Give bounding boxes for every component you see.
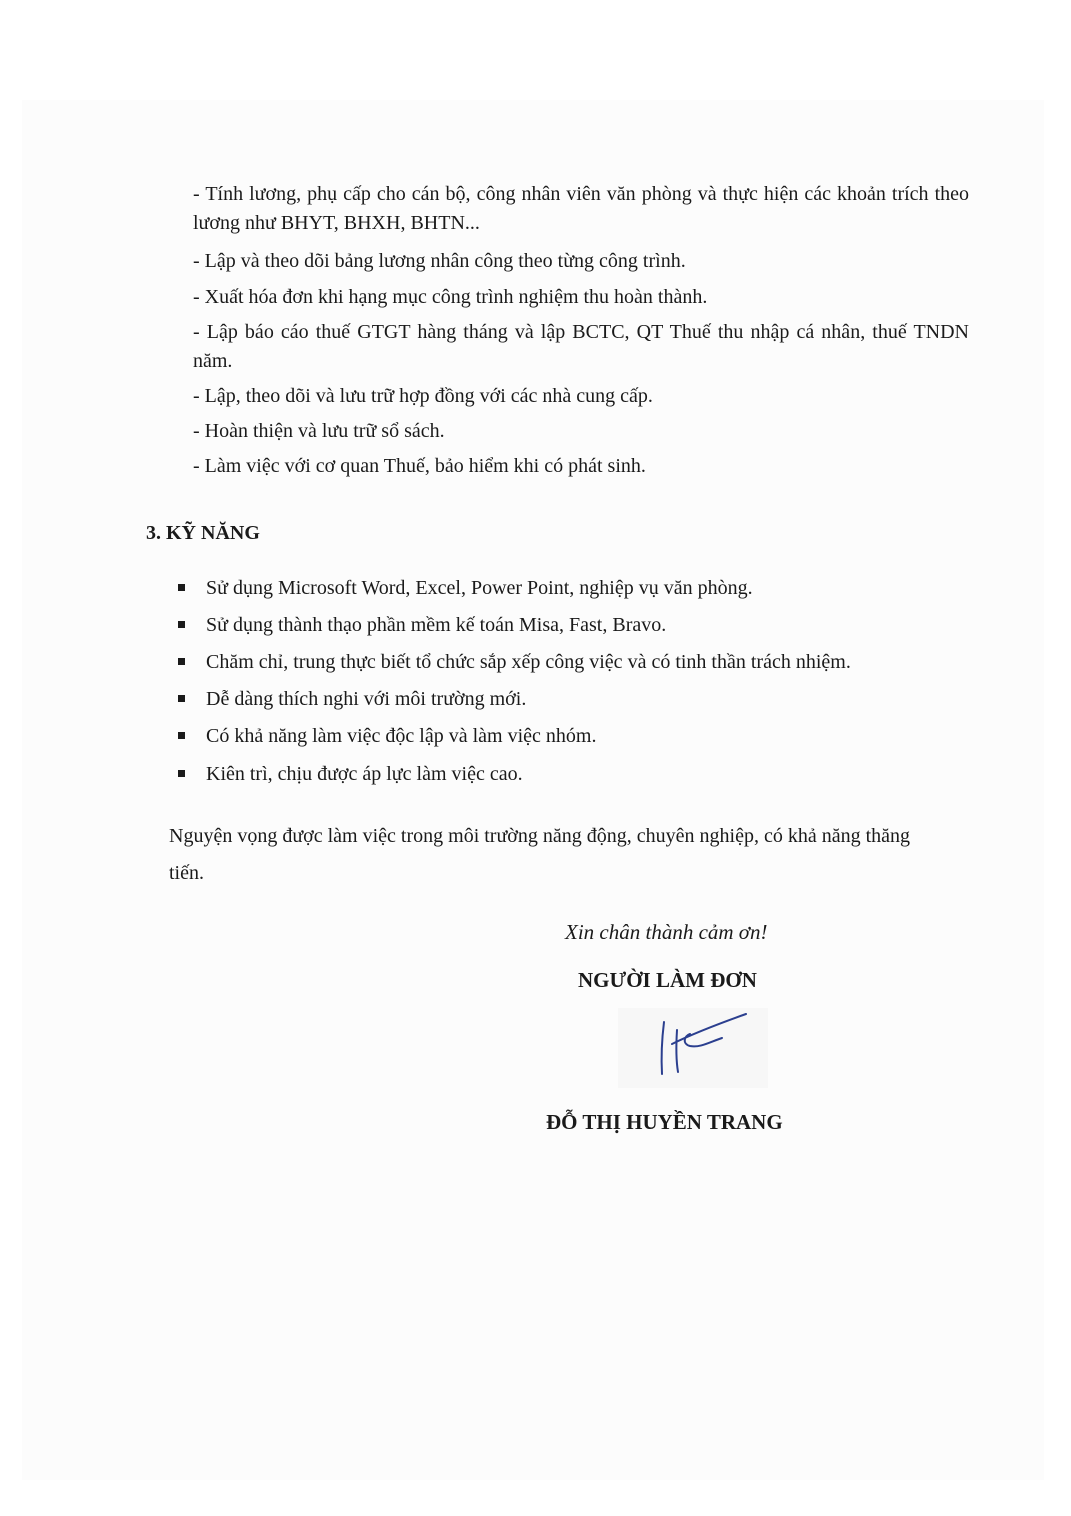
duty-item: - Lập và theo dõi bảng lương nhân công theo từng công trình.	[193, 250, 686, 272]
signature-icon	[618, 1008, 768, 1088]
square-bullet-icon	[178, 695, 185, 702]
skill-item: Chăm chỉ, trung thực biết tổ chức sắp xếp công việc và có tinh thần trách nhiệm.	[178, 648, 851, 677]
skill-item: Kiên trì, chịu được áp lực làm việc cao.	[178, 760, 523, 789]
skill-item: Có khả năng làm việc độc lập và làm việc nhóm.	[178, 722, 596, 751]
skill-item: Dễ dàng thích nghi với môi trường mới.	[178, 685, 526, 714]
duty-item: - Hoàn thiện và lưu trữ sổ sách.	[193, 420, 445, 442]
square-bullet-icon	[178, 658, 185, 665]
square-bullet-icon	[178, 732, 185, 739]
square-bullet-icon	[178, 621, 185, 628]
skill-item: Sử dụng thành thạo phần mềm kế toán Misa, Fast, Bravo.	[178, 611, 666, 640]
duty-item: - Lập, theo dõi và lưu trữ hợp đồng với các nhà cung cấp.	[193, 385, 653, 407]
signature-image	[618, 1008, 768, 1088]
signer-title: NGƯỜI LÀM ĐƠN	[578, 968, 757, 992]
duty-item: - Lập báo cáo thuế GTGT hàng tháng và lập BCTC, QT Thuế thu nhập cá nhân, thuế TNDN năm.	[193, 321, 969, 372]
skill-item: Sử dụng Microsoft Word, Excel, Power Point, nghiệp vụ văn phòng.	[178, 574, 753, 603]
thanks-line: Xin chân thành cảm ơn!	[565, 920, 768, 944]
square-bullet-icon	[178, 584, 185, 591]
square-bullet-icon	[178, 770, 185, 777]
skills-heading: 3. KỸ NĂNG	[146, 522, 260, 544]
duty-item: - Làm việc với cơ quan Thuế, bảo hiểm khi có phát sinh.	[193, 455, 646, 477]
duty-item: - Xuất hóa đơn khi hạng mục công trình nghiệm thu hoàn thành.	[193, 286, 708, 308]
duty-item: - Tính lương, phụ cấp cho cán bộ, công nhân viên văn phòng và thực hiện các khoản trích theo lương như BHYT, BHXH, BHTN...	[193, 183, 969, 234]
signer-name: ĐỖ THỊ HUYỀN TRANG	[546, 1110, 783, 1134]
closing-paragraph: Nguyện vọng được làm việc trong môi trường năng động, chuyên nghiệp, có khả năng thăng tiến.	[169, 825, 911, 884]
